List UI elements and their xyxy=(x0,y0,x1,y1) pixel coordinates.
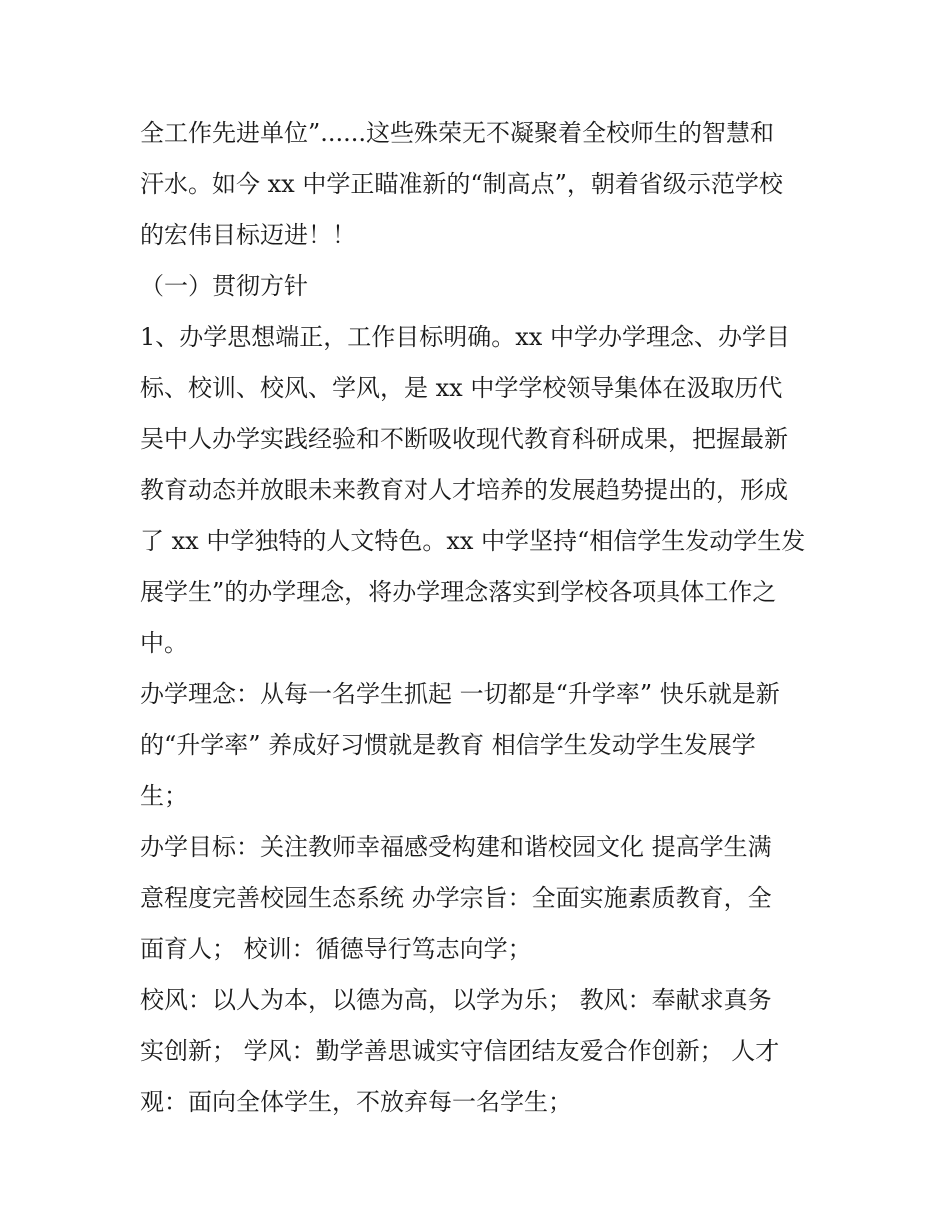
document-body xyxy=(140,108,820,1128)
text-line: 的“升学率” 养成好习惯就是教育 相信学生发动学生发展学 xyxy=(140,731,756,759)
text-line: 实创新； 学风：勤学善思诚实守信团结友爱合作创新； 人才 xyxy=(140,1037,780,1065)
text-line: 意程度完善校园生态系统 办学宗旨：全面实施素质教育，全 xyxy=(140,884,772,912)
text-line: 的宏伟目标迈进！！ xyxy=(140,221,356,249)
section-heading: （一）贯彻方针 xyxy=(140,272,308,300)
text-line: 汗水。如今 xx 中学正瞄准新的“制高点”，朝着省级示范学校 xyxy=(140,170,783,198)
text-line: 了 xx 中学独特的人文特色。xx 中学坚持“相信学生发动学生发 xyxy=(140,527,806,555)
text-line: 展学生”的办学理念，将办学理念落实到学校各项具体工作之 xyxy=(140,578,777,606)
text-line: 教育动态并放眼未来教育对人才培养的发展趋势提出的，形成 xyxy=(140,476,788,504)
text-line: 办学目标：关注教师幸福感受构建和谐校园文化 提高学生满 xyxy=(140,833,772,861)
text-line: 中。 xyxy=(140,629,188,657)
text-line: 校风：以人为本，以德为高，以学为乐； 教风：奉献求真务 xyxy=(140,986,772,1014)
text-line: 1、办学思想端正，工作目标明确。xx 中学办学理念、办学目 xyxy=(140,323,790,351)
text-line: 办学理念：从每一名学生抓起 一切都是“升学率” 快乐就是新 xyxy=(140,680,780,708)
text-line: 生； xyxy=(140,782,188,810)
text-line: 面育人； 校训：循德导行笃志向学； xyxy=(140,935,532,963)
text-line: 观：面向全体学生，不放弃每一名学生； xyxy=(140,1088,572,1116)
text-line: 吴中人办学实践经验和不断吸收现代教育科研成果，把握最新 xyxy=(140,425,788,453)
text-line: 标、校训、校风、学风，是 xx 中学学校领导集体在汲取历代 xyxy=(140,374,783,402)
text-line: 全工作先进单位”......这些殊荣无不凝聚着全校师生的智慧和 xyxy=(140,119,775,147)
